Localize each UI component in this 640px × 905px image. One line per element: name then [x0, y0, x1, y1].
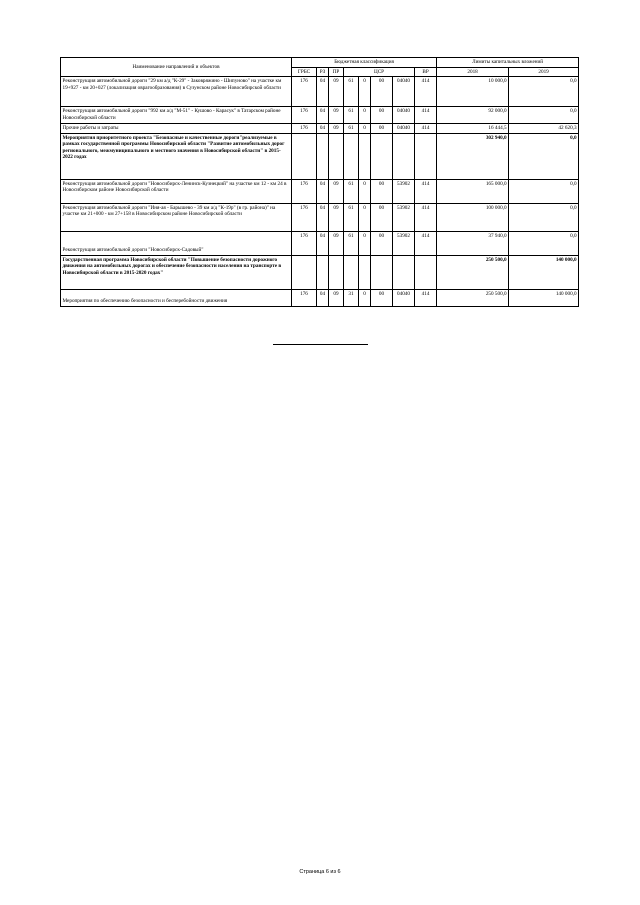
row-vr: 414: [415, 179, 437, 203]
row-value-2018: 302 940,0: [437, 133, 509, 179]
row-value-2018: 16 444,5: [437, 124, 509, 134]
row-value-2019: 0,0: [509, 179, 579, 203]
row-grbs: 176: [292, 179, 317, 203]
row-pr: [329, 133, 344, 179]
row-csr-2: 0: [359, 231, 371, 255]
row-pr: 09: [329, 107, 344, 124]
row-csr-4: [393, 133, 415, 179]
row-csr-3: [371, 133, 393, 179]
table-row: [61, 77, 579, 107]
row-pr: 09: [329, 203, 344, 231]
row-csr-4: 53902: [393, 231, 415, 255]
table-row: [61, 203, 579, 231]
row-vr: 414: [415, 203, 437, 231]
row-grbs: 176: [292, 77, 317, 107]
row-csr-2: 0: [359, 77, 371, 107]
row-csr-2: [359, 133, 371, 179]
row-grbs: 176: [292, 107, 317, 124]
row-name: Мероприятия приоритетного проекта "Безопасные и качественные дороги"реализуемые в рамках государственной программы Новосибирской области "Развитие автомобильных дорог регионального, межмуниципального и местного значения в Новосибирской области" в 2015-2022 годах: [61, 133, 292, 179]
row-value-2019: 42 620,3: [509, 124, 579, 134]
table-body: [61, 77, 579, 307]
row-value-2018: 92 000,0: [437, 107, 509, 124]
row-csr-1: 61: [344, 231, 359, 255]
row-csr-2: 0: [359, 203, 371, 231]
row-value-2019: 0,0: [509, 77, 579, 107]
row-rz: 04: [317, 77, 329, 107]
row-value-2019: 140 000,0: [509, 289, 579, 306]
row-name: Мероприятия по обеспечению безопасности и бесперебойности движения: [61, 289, 292, 306]
row-vr: 414: [415, 77, 437, 107]
row-rz: 04: [317, 203, 329, 231]
row-name: Реконструкция автомобильной дороги "Новосибирск-Садовый": [61, 231, 292, 255]
row-csr-2: 0: [359, 124, 371, 134]
row-csr-3: 00: [371, 231, 393, 255]
row-csr-3: 00: [371, 124, 393, 134]
row-vr: [415, 133, 437, 179]
row-vr: 414: [415, 124, 437, 134]
table-row: [61, 231, 579, 255]
row-vr: [415, 255, 437, 289]
col-header-capital-limits: Лимиты капитальных вложений: [437, 58, 579, 68]
row-value-2018: 10 000,0: [437, 77, 509, 107]
row-grbs: 176: [292, 203, 317, 231]
row-csr-1: 61: [344, 203, 359, 231]
table-row-subtotal: [61, 133, 579, 179]
row-grbs: [292, 255, 317, 289]
row-csr-2: 0: [359, 289, 371, 306]
row-name: Государственная программа Новосибирской области "Повышение безопасности дорожного движения на автомобильных дорогах и обеспечение безопасности населения на транспорте в Новосибирской области в 2015-2020 годах": [61, 255, 292, 289]
col-header-budget-classification: Бюджетная классификация: [292, 58, 437, 68]
row-value-2019: 0,0: [509, 107, 579, 124]
row-name: Прочие работы и затраты: [61, 124, 292, 134]
closing-rule: [273, 344, 368, 345]
row-csr-3: 00: [371, 77, 393, 107]
page-footer: Страница 6 из 6: [299, 869, 341, 875]
table-row: [61, 107, 579, 124]
row-csr-4: [393, 255, 415, 289]
row-csr-1: [344, 133, 359, 179]
row-vr: 414: [415, 107, 437, 124]
row-csr-3: [371, 255, 393, 289]
col-header-csr: ЦСР: [344, 67, 415, 77]
table-row: [61, 179, 579, 203]
row-value-2019: 140 000,0: [509, 255, 579, 289]
row-csr-3: 00: [371, 107, 393, 124]
row-pr: 09: [329, 77, 344, 107]
row-grbs: 176: [292, 231, 317, 255]
row-value-2018: 250 500,0: [437, 289, 509, 306]
table-row: [61, 289, 579, 306]
row-name: Реконструкция автомобильной дороги "Иня-ая - Барышево - 39 км а/д "К-19р" (в гр. района)" на участке км 21+000 - км 27+158 в Новосибирском районе Новосибирской области: [61, 203, 292, 231]
row-csr-2: 0: [359, 179, 371, 203]
row-grbs: 176: [292, 124, 317, 134]
row-pr: 09: [329, 289, 344, 306]
budget-sheet: [60, 57, 578, 307]
row-csr-2: [359, 255, 371, 289]
row-csr-3: 00: [371, 289, 393, 306]
row-rz: 04: [317, 107, 329, 124]
col-header-grbs: ГРБС: [292, 67, 317, 77]
row-value-2018: 100 000,0: [437, 203, 509, 231]
row-csr-4: 04040: [393, 289, 415, 306]
row-csr-4: 53902: [393, 179, 415, 203]
row-csr-1: 61: [344, 77, 359, 107]
row-rz: 04: [317, 124, 329, 134]
row-value-2019: 0,0: [509, 203, 579, 231]
header-row-top: [61, 58, 579, 68]
col-header-vr: ВР: [415, 67, 437, 77]
col-header-name: Наименование направлений и объектов: [61, 58, 292, 77]
row-rz: [317, 255, 329, 289]
row-rz: [317, 133, 329, 179]
row-csr-2: 0: [359, 107, 371, 124]
row-value-2018: 37 940,0: [437, 231, 509, 255]
table-row-subtotal: [61, 255, 579, 289]
col-header-year-2018: 2018: [437, 67, 509, 77]
row-csr-4: 53902: [393, 203, 415, 231]
row-csr-4: 04040: [393, 77, 415, 107]
row-csr-1: 61: [344, 107, 359, 124]
row-name: Реконструкция автомобильной дороги "29 км а/д "К-29" - Заковряжино - Шипуново" на участке км 19+927 - км 20+027 (локализация оврагообразования) в Сузунском районе Новосибирской области: [61, 77, 292, 107]
row-rz: 04: [317, 179, 329, 203]
row-csr-4: 04040: [393, 107, 415, 124]
row-csr-3: 00: [371, 203, 393, 231]
budget-table: [60, 57, 579, 307]
row-pr: [329, 255, 344, 289]
row-csr-1: 61: [344, 179, 359, 203]
row-pr: 09: [329, 124, 344, 134]
row-name: Реконструкция автомобильной дороги "Новосибирск-Ленинск-Кузнецкий" на участке км 12 - км 24 в Новосибирском районе Новосибирской области: [61, 179, 292, 203]
row-csr-1: [344, 255, 359, 289]
row-value-2018: 250 500,0: [437, 255, 509, 289]
row-pr: 09: [329, 179, 344, 203]
row-rz: 04: [317, 289, 329, 306]
row-grbs: 176: [292, 289, 317, 306]
row-csr-1: 61: [344, 124, 359, 134]
row-value-2018: 165 000,0: [437, 179, 509, 203]
row-vr: 414: [415, 289, 437, 306]
row-name: Реконструкция автомобильной дороги "992 км а/д "М-51" - Кушово - Карасук" в Татарском районе Новосибирской области: [61, 107, 292, 124]
row-csr-1: 31: [344, 289, 359, 306]
row-csr-4: 04040: [393, 124, 415, 134]
row-vr: 414: [415, 231, 437, 255]
row-value-2019: 0,0: [509, 231, 579, 255]
col-header-year-2019: 2019: [509, 67, 579, 77]
row-pr: 09: [329, 231, 344, 255]
row-grbs: [292, 133, 317, 179]
table-row: [61, 124, 579, 134]
row-value-2019: 0,0: [509, 133, 579, 179]
col-header-pr: ПР: [329, 67, 344, 77]
row-rz: 04: [317, 231, 329, 255]
col-header-rz: РЗ: [317, 67, 329, 77]
row-csr-3: 00: [371, 179, 393, 203]
